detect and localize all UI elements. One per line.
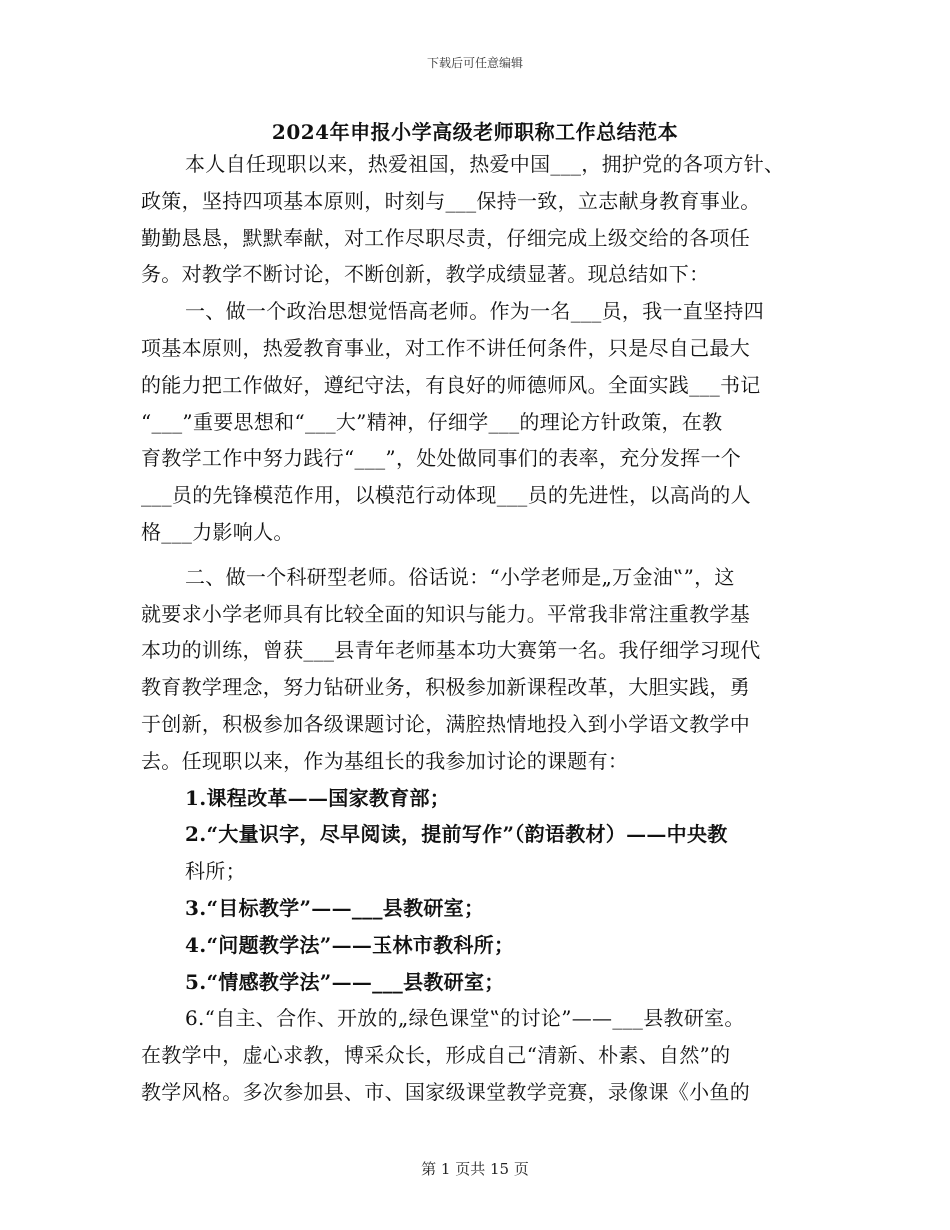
text-line: 4.“问题教学法”——玉林市教科所；	[185, 932, 515, 957]
text-line: “___”重要思想和“___大”精神，仔细学___的理论方针政策，在教	[141, 409, 723, 434]
text-line: 3.“目标教学”——___县教研室；	[185, 895, 485, 920]
text-line: 科所；	[185, 859, 246, 884]
text-line: 2.“大量识字，尽早阅读，提前写作”（韵语教材）——中央教	[185, 822, 728, 847]
text-line: 格___力影响人。	[141, 519, 294, 544]
paragraph-gap	[141, 551, 831, 559]
text-line: 政策，坚持四项基本原则，时刻与___保持一致，立志献身教育事业。	[141, 188, 761, 213]
text-line: 育教学工作中努力践行“___”，处处做同事们的表率，充分发挥一个	[141, 446, 742, 471]
text-line: 本人自任现职以来，热爱祖国，热爱中国___，拥护党的各项方针、	[185, 152, 785, 176]
text-line: 本功的训练，曾获___县青年老师基本功大赛第一名。我仔细学习现代	[141, 638, 761, 663]
text-line: 项基本原则，热爱教育事业，对工作不讲任何条件，只是尽自己最大	[141, 335, 750, 360]
text-line: 教育教学理念，努力钻研业务，积极参加新课程改革，大胆实践，勇	[141, 675, 750, 700]
text-line: 在教学中，虚心求教，博采众长，形成自己“清新、朴素、自然”的	[141, 1043, 731, 1068]
text-line: ___员的先锋模范作用，以模范行动体现___员的先进性，以高尚的人	[141, 483, 751, 508]
text-line: 6.“自主、合作、开放的„绿色课堂‟的讨论”——___县教研室。	[185, 1006, 745, 1031]
document-body	[141, 146, 831, 1111]
header-note: 下载后可任意编辑	[426, 56, 523, 70]
text-line: 于创新，积极参加各级课题讨论，满腔热情地投入到小学语文教学中	[141, 711, 750, 736]
text-line: 1.课程改革——国家教育部；	[185, 785, 451, 810]
text-line: 勤勤恳恳，默默奉献，对工作尽职尽责，仔细完成上级交给的各项任	[141, 225, 750, 250]
text-line: 就要求小学老师具有比较全面的知识与能力。平常我非常注重教学基	[141, 601, 750, 626]
text-line: 教学风格。多次参加县、市、国家级课堂教学竞赛，录像课《小鱼的	[141, 1079, 750, 1104]
document-title: 2024年申报小学高级老师职称工作总结范本	[271, 120, 679, 144]
text-line: 5.“情感教学法”——___县教研室；	[185, 969, 505, 994]
text-line: 的能力把工作做好，遵纪守法，有良好的师德师风。全面实践___书记	[141, 372, 761, 397]
text-line: 去。任现职以来，作为基组长的我参加讨论的课题有：	[141, 748, 629, 773]
text-line: 一、做一个政治思想觉悟高老师。作为一名___员，我一直坚持四	[185, 299, 764, 324]
page-footer: 第 1 页共 15 页	[421, 1160, 529, 1178]
text-line: 务。对教学不断讨论，不断创新，教学成绩显著。现总结如下：	[141, 262, 710, 287]
text-line: 二、做一个科研型老师。俗话说：“小学老师是„万金油‟”，这	[185, 564, 735, 589]
